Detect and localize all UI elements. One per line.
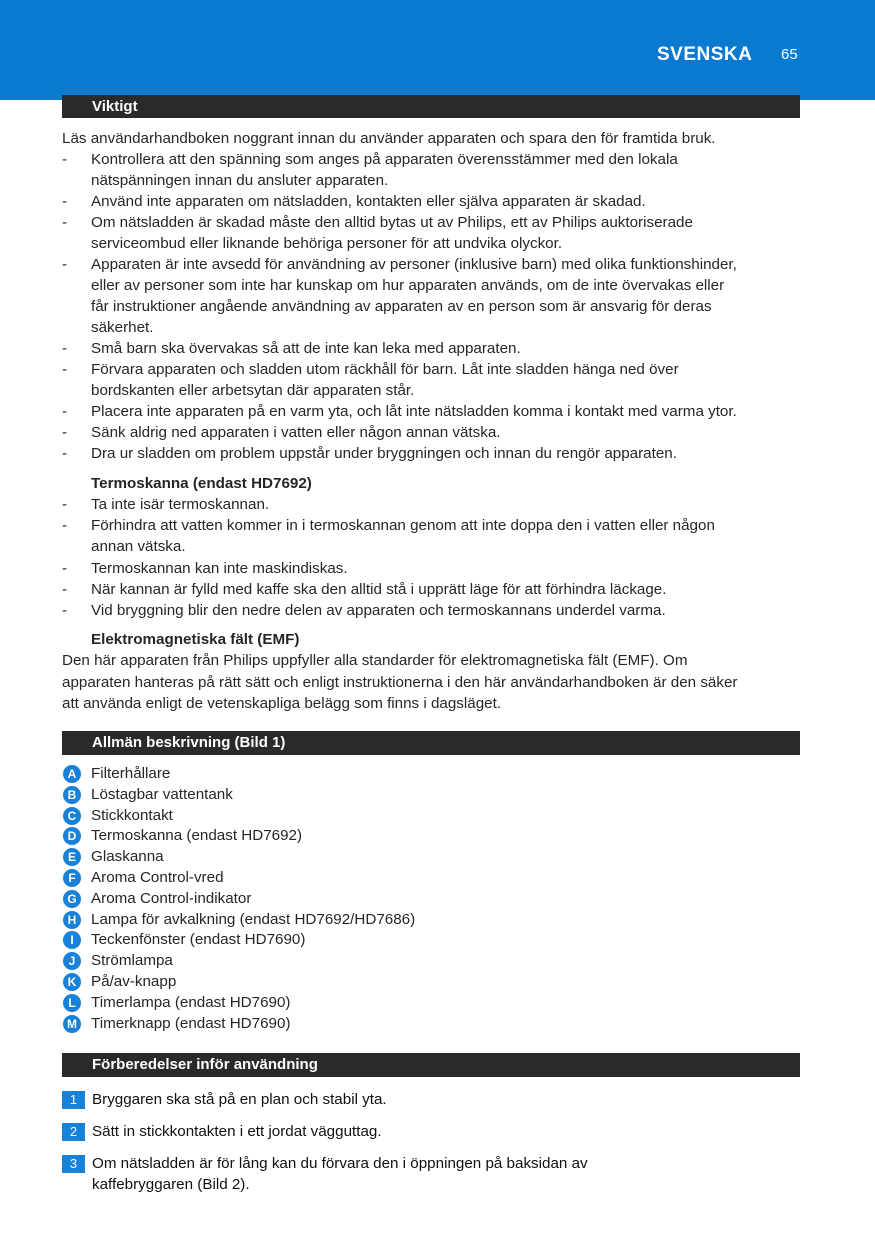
bullet-text: Ta inte isär termoskannan. [91, 496, 270, 513]
component-letter-badge: M [63, 1015, 81, 1033]
step-number: 2 [62, 1123, 85, 1141]
component-label: Timerlampa (endast HD7690) [91, 993, 291, 1011]
bullet-dash: - [62, 602, 68, 619]
emf-heading: Elektromagnetiska fält (EMF) [91, 631, 300, 648]
component-label: Filterhållare [91, 765, 171, 782]
component-letter-badge: E [63, 848, 81, 866]
step-number: 1 [62, 1091, 85, 1109]
bullet-dash: - [62, 424, 68, 441]
step-text: Sätt in stickkontakten i ett jordat vägguttag. [92, 1123, 382, 1140]
header-bar [0, 0, 875, 100]
component-label: Aroma Control-vred [91, 869, 224, 886]
step-number: 3 [62, 1155, 85, 1173]
emf-line: att använda enligt de vetenskapliga belägg som finns i dagsläget. [62, 695, 502, 712]
component-label: Termoskanna (endast HD7692) [91, 827, 303, 845]
bullet-dash: - [62, 193, 68, 210]
bullet-dash: - [62, 403, 68, 420]
bullet-text: Apparaten är inte avsedd för användning av personer (inklusive barn) med olika funktionshinder, [91, 256, 737, 273]
component-label: Teckenfönster (endast HD7690) [91, 931, 306, 949]
bullet-text: När kannan är fylld med kaffe ska den alltid stå i upprätt läge för att förhindra läckage. [91, 580, 667, 598]
emf-line: Den här apparaten från Philips uppfyller alla standarder för elektromagnetiska fält (EMF). Om [62, 652, 688, 669]
bullet-text: serviceombud eller liknande behöriga personer för att undvika olyckor. [91, 235, 563, 252]
bullet-text: Använd inte apparaten om nätsladden, kontakten eller själva apparaten är skadad. [91, 193, 646, 210]
page-number: 65 [781, 46, 798, 63]
bullet-dash: - [62, 151, 68, 168]
component-letter-badge: I [63, 931, 81, 949]
bullet-text: Sänk aldrig ned apparaten i vatten eller någon annan vätska. [91, 424, 501, 441]
component-label: Timerknapp (endast HD7690) [91, 1014, 291, 1032]
emf-line: apparaten hanteras på rätt sätt och enligt instruktionerna i den här användarhandboken är den säker [62, 673, 738, 691]
component-label: Stickkontakt [91, 806, 173, 824]
bullet-dash: - [62, 256, 68, 273]
section-heading-important: Viktigt [62, 94, 800, 118]
component-letter-badge: D [63, 827, 81, 845]
component-letter-badge: K [63, 973, 81, 991]
bullet-text: eller av personer som inte har kunskap om hur apparaten används, om de inte övervakas eller [91, 277, 725, 294]
bullet-text: säkerhet. [91, 319, 154, 336]
bullet-text: bordskanten eller arbetsytan där apparaten står. [91, 382, 415, 399]
component-label: På/av-knapp [91, 973, 177, 990]
component-letter-badge: C [63, 807, 81, 825]
bullet-text: Dra ur sladden om problem uppstår under bryggningen och innan du rengör apparaten. [91, 445, 677, 462]
bullet-text: Kontrollera att den spänning som anges på apparaten överensstämmer med den lokala [91, 151, 678, 168]
step-text: kaffebryggaren (Bild 2). [92, 1176, 250, 1193]
component-letter-badge: G [63, 890, 81, 908]
thermos-heading: Termoskanna (endast HD7692) [91, 475, 312, 492]
bullet-dash: - [62, 214, 68, 231]
important-intro: Läs användarhandboken noggrant innan du använder apparaten och spara den för framtida bruk. [62, 130, 716, 147]
component-label: Aroma Control-indikator [91, 889, 252, 907]
component-letter-badge: L [63, 994, 81, 1012]
component-letter-badge: J [63, 952, 81, 970]
component-letter-badge: F [63, 869, 81, 887]
bullet-text: annan vätska. [91, 538, 186, 556]
bullet-text: Om nätsladden är skadad måste den alltid bytas ut av Philips, ett av Philips auktoriserade [91, 214, 693, 231]
step-text: Bryggaren ska stå på en plan och stabil yta. [92, 1091, 387, 1108]
bullet-dash: - [62, 361, 68, 378]
bullet-dash: - [62, 580, 68, 598]
bullet-dash: - [62, 340, 68, 357]
bullet-text: Vid bryggning blir den nedre delen av apparaten och termoskannans underdel varma. [91, 602, 666, 619]
component-label: Glaskanna [91, 848, 164, 866]
bullet-dash: - [62, 445, 68, 462]
bullet-dash: - [62, 517, 68, 535]
step-text: Om nätsladden är för lång kan du förvara den i öppningen på baksidan av [92, 1155, 588, 1172]
component-label: Löstagbar vattentank [91, 785, 233, 803]
bullet-dash: - [62, 559, 68, 577]
component-letter-badge: B [63, 786, 81, 804]
component-letter-badge: H [63, 911, 81, 929]
bullet-text: får instruktioner angående användning av apparaten av en person som är ansvarig för deras [91, 298, 712, 315]
component-label: Strömlampa [91, 952, 173, 970]
section-heading-preparation: Förberedelser inför användning [62, 1053, 800, 1077]
bullet-dash: - [62, 496, 68, 513]
bullet-text: Förhindra att vatten kommer in i termoskannan genom att inte doppa den i vatten eller någon [91, 517, 715, 535]
bullet-text: nätspänningen innan du ansluter apparaten. [91, 172, 389, 189]
bullet-text: Förvara apparaten och sladden utom räckhåll för barn. Låt inte sladden hänga ned över [91, 361, 679, 378]
component-label: Lampa för avkalkning (endast HD7692/HD7686) [91, 910, 416, 928]
bullet-text: Termoskannan kan inte maskindiskas. [91, 559, 348, 577]
component-letter-badge: A [63, 765, 81, 783]
bullet-text: Placera inte apparaten på en varm yta, och låt inte nätsladden komma i kontakt med varma ytor. [91, 403, 737, 420]
bullet-text: Små barn ska övervakas så att de inte kan leka med apparaten. [91, 340, 521, 357]
language-label: SVENSKA [657, 44, 753, 65]
section-heading-description: Allmän beskrivning (Bild 1) [62, 731, 800, 755]
